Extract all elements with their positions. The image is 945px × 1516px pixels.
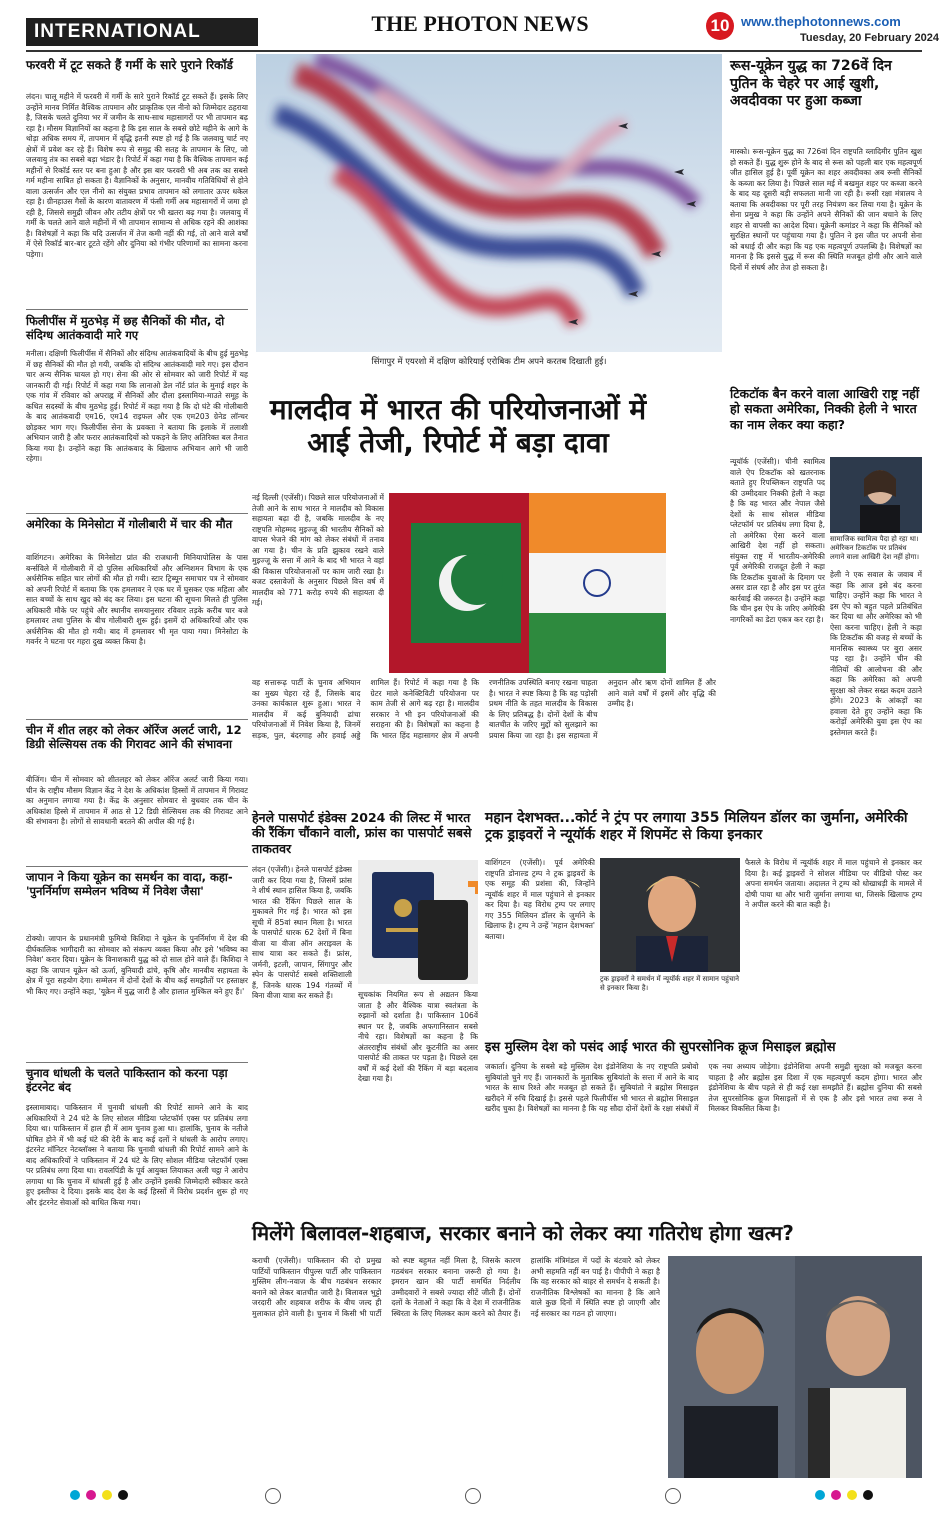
article-body-henley-a: लंदन (एजेंसी)। हेनले पासपोर्ट इंडेक्स जारी कर दिया गया है, जिसमें फ्रांस ने शीर्ष स्थान हासिल किया है, जबकि भारत की रैंकिंग पिछले साल के मुकाबले गिर गई है। भारत को इस सूची में 85वां स्थान मिला है। भारत के पासपोर्ट धारक 62 देशों में बिना वीजा या वीजा ऑन अराइवल के साथ यात्रा कर सकते हैं। फ्रांस, जर्मनी, इटली, जापान, सिंगापुर और स्पेन के पासपोर्ट सबसे शक्तिशाली हैं, जिनके धारक 194 गंतव्यों में बिना वीजा यात्रा कर सकते हैं।: [252, 865, 352, 1000]
article-body-brahmos: जकार्ता। दुनिया के सबसे बड़े मुस्लिम देश इंडोनेशिया के नए राष्ट्रपति प्रबोवो सुबियांतो चुने गए हैं। जानकारों के मुताबिक सुबियांतो के सत्ता में आने के बाद भारत के साथ रिश्ते और मजबूत हो सकते हैं। सुबियांतो ने ब्रह्मोस मिसाइल खरीदने में रुचि दिखाई है। इससे पहले फिलीपींस भी भारत से ब्रह्मोस मिसाइल खरीद चुका है। विशेषज्ञों का मानना है कि यह सौदा दोनों देशों के रक्षा संबंधों में एक नया अध्याय जोड़ेगा। इंडोनेशिया अपनी समुद्री सुरक्षा को मजबूत करना चाहता है और ब्रह्मोस इस दिशा में एक महत्वपूर्ण कदम होगा। भारत और इंडोनेशिया के बीच पहले से ही कई रक्षा समझौते हैं। ब्रह्मोस दुनिया की सबसे तेज सुपरसोनिक क्रूज मिसाइलों में से एक है और इसे भारत तथा रूस ने मिलकर विकसित किया है।: [485, 1062, 922, 1113]
masthead-title: THE PHOTON NEWS: [371, 11, 589, 36]
article-body-trump-a: वाशिंगटन (एजेंसी)। पूर्व अमेरिकी राष्ट्रपति डोनाल्ड ट्रम्प ने ट्रक ड्राइवरों के एक समूह की प्रशंसा की, जिन्होंने न्यूयॉर्क शहर में माल पहुंचाने से इनकार कर दिया है। यह विरोध ट्रम्प पर लगाए गए 355 मिलियन डॉलर के जुर्माने के खिलाफ है। ट्रम्प ने उन्हें 'महान देशभक्त' बताया।: [485, 858, 595, 941]
article-body-haley-right: हेली ने एक सवाल के जवाब में कहा कि आज इसे बंद करना चाहिए। उन्होंने कहा कि भारत ने इस ऐप को बहुत पहले प्रतिबंधित कर दिया था और अमेरिका को भी ऐसा करना चाहिए। हेली ने कहा कि टिकटॉक की वजह से बच्चों के मानसिक स्वास्थ्य पर बुरा असर पड़ रहा है। उन्होंने चीन की नीतियों की आलोचना की और कहा कि अमेरिका को अपनी सुरक्षा को लेकर सख्त कदम उठाने होंगे। 2023 के आंकड़ों का हवाला देते हुए उन्होंने कहा कि करोड़ों अमेरिकी युवा इस ऐप का इस्तेमाल करते हैं।: [830, 570, 922, 737]
header-rule: [26, 50, 922, 52]
main-body-maldives-rest: वह सत्तारूढ़ पार्टी के चुनाव अभियान का मुख्य चेहरा रहे हैं, जिसके बाद उनका कार्यकाल शुरू हुआ। भारत ने मालदीव में कई बुनियादी ढांचा परियोजनाओं में निवेश किया है, जिनमें सड़क, पुल, बंदरगाह और हवाई अड्डे शामिल हैं। रिपोर्ट में कहा गया है कि ग्रेटर माले कनेक्टिविटी परियोजना पर काम तेजी से आगे बढ़ रहा है। मालदीव सरकार ने भी इन परियोजनाओं की सराहना की है। विशेषज्ञों का कहना है कि भारत हिंद महासागर क्षेत्र में अपनी रणनीतिक उपस्थिति बनाए रखना चाहता है। भारत ने स्पष्ट किया है कि वह पड़ोसी प्रथम नीति के तहत मालदीव के विकास के लिए प्रतिबद्ध है। दोनों देशों के बीच बातचीत के जरिए मुद्दों को सुलझाने का प्रयास किया जा रहा है। इस सहायता में अनुदान और ऋण दोनों शामिल हैं और आने वाले वर्षों में इसमें और वृद्धि की उम्मीद है।: [252, 678, 716, 740]
flags-graphic: [389, 493, 666, 673]
registration-dot-cyan: [815, 1490, 825, 1500]
article-body-china-cold: बीजिंग। चीन में सोमवार को शीतलहर को लेकर ऑरेंज अलर्ट जारी किया गया। चीन के राष्ट्रीय मौसम विज्ञान केंद्र ने देश के अधिकांश हिस्सों में तापमान में गिरावट का अनुमान लगाया गया है। केंद्र के अनुसार सोमवार से बुधवार तक चीन के अधिकांश हिस्से में तापमान में आठ से 12 डिग्री सेल्सियस तक की गिरावट आने की संभावना है। लोगों से सावधानी बरतने की अपील की गई है।: [26, 775, 248, 826]
bilawal-shehbaz-photo: [668, 1256, 922, 1478]
india-maldives-flag-photo: [389, 493, 666, 673]
airshow-photo: [256, 54, 722, 352]
divider: [26, 866, 248, 867]
section-tag: INTERNATIONAL: [26, 18, 258, 46]
haley-portrait: [830, 457, 922, 533]
registration-dot-black: [118, 1490, 128, 1500]
passport-graphic: [358, 860, 478, 984]
article-title-china-cold[interactable]: चीन में शीत लहर को लेकर ऑरेंज अलर्ट जारी, 12 डिग्री सेल्सियस तक की गिरावट आने की संभावना: [26, 723, 242, 752]
registration-crosshair: [665, 1488, 681, 1504]
article-title-henley-passport[interactable]: हेनले पासपोर्ट इंडेक्स 2024 की लिस्ट में भारत की रैंकिंग चौंकाने वाली, फ्रांस का पासपोर्ट सबसे ताकतवर: [252, 810, 472, 856]
article-body-haley-left: न्यूयॉर्क (एजेंसी)। चीनी स्वामित्व वाले ऐप टिकटॉक को खतरनाक बताते हुए रिपब्लिकन राष्ट्रपति पद की उम्मीदवार निक्की हेली ने कहा है कि वह भारत और नेपाल जैसे देशों के साथ सोशल मीडिया प्लेटफॉर्म पर प्रतिबंध लगा दिया है, तो अमेरिका ऐसा करने वाला आखिरी देश नहीं हो सकता। संयुक्त राष्ट्र में भारतीय-अमेरिकी पूर्व अमेरिकी राजदूत हेली ने कहा कि टिकटॉक युवाओं के दिमाग पर असर डाल रहा है और इस पर तुरंत कार्रवाई की जरूरत है। उन्होंने कहा कि चीन इस ऐप के जरिए अमेरिकी नागरिकों का डेटा एकत्र कर रहा है।: [730, 457, 825, 624]
politicians-graphic: [668, 1256, 922, 1478]
article-title-trump-fine[interactable]: महान देशभक्त...कोर्ट ने ट्रंप पर लगाया 355 मिलियन डॉलर का जुर्माना, अमेरिकी ट्रक ड्राइवरों ने न्यूयॉर्क शहर में शिपमेंट से किया इनकार: [485, 810, 908, 844]
article-title-brahmos[interactable]: इस मुस्लिम देश को पसंद आई भारत की सुपरसोनिक क्रूज मिसाइल ब्रह्मोस: [485, 1040, 836, 1055]
article-body-heat-records: लंदन। चालू महीने में फरवरी में गर्मी के सारे पुराने रिकॉर्ड टूट सकते हैं। इसके लिए उन्होंने मानव निर्मित वैश्विक तापमान और प्राकृतिक एल नीनो को जिम्मेदार ठहराया है, जिसके चलते दुनिया भर में जमीन के साथ-साथ महासागरों पर भी तापमान बढ़ रहा है। मौसम विज्ञानियों का कहना है कि इस साल के सबसे छोटे महीने के आगे के थोड़ा अधिक समय में, तापमान में वृद्धि इतनी स्पष्ट हो गई है कि जलवायु चार्ट नए क्षेत्रों में प्रवेश कर रहे हैं। विशेष रूप से समुद्र की सतह के तापमान के लिए, जो जलवायु तंत्र का सबसे बड़ा भंडार है। रिपोर्ट में कहा गया है कि वैश्विक तापमान कई महीनों से रिकॉर्ड स्तर पर बना हुआ है और इस बार फरवरी भी अब तक का सबसे गर्म महीना साबित हो सकता है। वैज्ञानिकों के अनुसार, मानवीय गतिविधियों से होने वाला उत्सर्जन और एल नीनो का संयुक्त प्रभाव तापमान को लगातार ऊपर धकेल रहा है। ग्रीनहाउस गैसों के कारण वातावरण में फंसी गर्मी अब महासागरों में जमा हो रही है, जिससे समुद्री जीवन और तटीय क्षेत्रों पर भी खतरा बढ़ गया है। जलवायु में गर्मी के चलते आने वाले महीनों में भी तापमान सामान्य से अधिक रहने की आशंका है। विशेषज्ञों ने कहा कि यदि उत्सर्जन में तेज कमी नहीं की गई, तो आने वाले वर्षों में ऐसे रिकॉर्ड बार-बार टूटते रहेंगे और दुनिया को गंभीर परिणामों का सामना करना पड़ेगा।: [26, 92, 248, 259]
article-title-tiktok-haley[interactable]: टिकटॉक बैन करने वाला आखिरी राष्ट्र नहीं हो सकता अमेरिका, निक्की हेली ने भारत का नाम लेकर क्या कहा?: [730, 386, 920, 432]
article-body-henley-b: सूचकांक नियमित रूप से अद्यतन किया जाता है और वैश्विक यात्रा स्वतंत्रता के रुझानों को दर्शाता है। पाकिस्तान 106वें स्थान पर है, जबकि अफगानिस्तान सबसे नीचे रहा। विशेषज्ञों का कहना है कि अंतरराष्ट्रीय संबंधों और कूटनीति का असर पासपोर्ट की ताकत पर पड़ता है। पिछले दस वर्षों में कई देशों की रैंकिंग में बड़ा बदलाव देखा गया है।: [358, 990, 478, 1083]
article-body-minnesota: वाशिंगटन। अमेरिका के मिनेसोटा प्रांत की राजधानी मिनियापोलिस के पास बर्न्सविले में गोलीबारी में दो पुलिस अधिकारियों और अग्निशमन विभाग के एक अर्धसैनिक सहित चार लोगों की मौत हो गयी। स्टार ट्रिब्यून समाचार पत्र ने सोमवार को अपनी रिपोर्ट में बताया कि एक हमलावर ने एक घर में घुसकर एक महिला और सात बच्चों के साथ खुद को बंद कर लिया। इस घटना की सूचना मिलते ही पुलिस अधिकारी मौके पर पहुंचे और स्थानीय समयानुसार रविवार तड़के करीब चार बजे हमलावर तथा पुलिस के बीच गोलीबारी शुरू हुई। इसमें दो अधिकारियों और एक अर्धसैनिक की मौत हो गयी। बाद में हमलावर भी मृत पाया गया। मिनेसोटा के गवर्नर ने घटना पर गहरा दुख व्यक्त किया है।: [26, 553, 248, 646]
article-title-bilawal[interactable]: मिलेंगे बिलावल-शहबाज, सरकार बनाने को लेकर क्या गतिरोध होगा खत्म?: [252, 1221, 794, 1245]
registration-dot-cyan: [70, 1490, 80, 1500]
registration-dot-yellow: [102, 1490, 112, 1500]
article-body-philippines: मनीला। दक्षिणी फिलीपींस में सैनिकों और संदिग्ध आतंकवादियों के बीच हुई मुठभेड़ में छह सैनिकों की मौत हो गयी, जबकि दो संदिग्ध आतंकवादी मारे गए। इस दौरान चार अन्य सैनिक घायल हो गए। सेना की ओर से सोमवार को जारी रिपोर्ट में यह जानकारी दी गई। रिपोर्ट में कहा गया कि लानाओ डेल नॉर्ट प्रांत के मुनाई शहर के एक गांव में रविवार को अपराह्न में सैनिकों और दौला इस्लामिया-माउते समूह के कथित सदस्यों के बीच मुठभेड़ हुई। रिपोर्ट में कहा गया है कि दो घंटे की गोलीबारी के बाद आतंकवादी एम16, एम14 राइफल और एक एम203 ग्रेनेड लॉन्चर छोड़कर भाग गए। फिलीपींस सेना के प्रवक्ता ने बताया कि इलाके में तलाशी अभियान जारी है और फरार आतंकवादियों को पकड़ने के लिए अतिरिक्त बल तैनात किया गया है। उन्होंने कहा कि आतंकवाद के खिलाफ अभियान आगे भी जारी रहेगा।: [26, 349, 248, 463]
article-title-minnesota[interactable]: अमेरिका के मिनेसोटा में गोलीबारी में चार की मौत: [26, 517, 233, 531]
trump-caption: ट्रक ड्राइवरों ने समर्थन में न्यूयॉर्क शहर में सामान पहुंचाने से इनकार किया है।: [600, 975, 740, 992]
registration-dot-black: [863, 1490, 873, 1500]
masthead: [355, 11, 605, 37]
registration-crosshair: [465, 1488, 481, 1504]
article-body-pakistan-internet: इस्लामाबाद। पाकिस्तान में चुनावी धांधली की रिपोर्ट सामने आने के बाद अधिकारियों ने 24 घंटे के लिए सोशल मीडिया प्लेटफॉर्म एक्स पर प्रतिबंध लगा दिया था। पाकिस्तान में हाल ही में आम चुनाव हुआ था। हालांकि, चुनाव के नतीजे घोषित होने में भी कई घंटे की देरी के बाद कई दलों ने धांधली के आरोप लगाए। इंटरनेट मॉनिटर नेटब्लॉक्स ने बताया कि चुनावी धांधली की रिपोर्ट सामने आने के बाद अधिकारियों ने पाकिस्तान में 24 घंटे के लिए सोशल मीडिया प्लेटफॉर्म एक्स पर प्रतिबंध लगा दिया था। रावलपिंडी के पूर्व आयुक्त लियाकत अली चट्ठा ने आरोप लगाया था कि चुनाव में धांधली हुई है और उन्होंने इसकी जिम्मेदारी स्वीकार करते हुए इस्तीफा दे दिया। इसके बाद देश के कई हिस्सों में विरोध प्रदर्शन शुरू हो गए और इंटरनेट सेवाओं को बाधित किया गया।: [26, 1103, 248, 1207]
article-body-trump-b: फैसले के विरोध में न्यूयॉर्क शहर में माल पहुंचाने से इनकार कर दिया है। कई ड्राइवरों ने सोशल मीडिया पर वीडियो पोस्ट कर अपना समर्थन जताया। अदालत ने ट्रम्प को धोखाधड़ी के मामले में दोषी पाया था और भारी जुर्माना लगाया था, जिसके खिलाफ ट्रम्प ने अपील करने की बात कही है।: [745, 858, 922, 909]
divider: [26, 309, 248, 310]
website-link[interactable]: www.thephotonnews.com: [741, 14, 901, 29]
article-title-philippines[interactable]: फिलीपींस में मुठभेड़ में छह सैनिकों की मौत, दो संदिग्ध आतंकवादी मारे गए: [26, 314, 225, 343]
registration-dot-magenta: [86, 1490, 96, 1500]
article-title-japan-ukraine[interactable]: जापान ने किया यूक्रेन का समर्थन का वादा, कहा- 'पुनर्निर्माण सम्मेलन भविष्य में निवेश जैसा': [26, 870, 233, 899]
registration-dot-magenta: [831, 1490, 841, 1500]
registration-dot-yellow: [847, 1490, 857, 1500]
article-body-bilawal: कराची (एजेंसी)। पाकिस्तान की दो प्रमुख पार्टियों पाकिस्तान पीपुल्स पार्टी और पाकिस्तान मुस्लिम लीग-नवाज के बीच गठबंधन सरकार बनाने को लेकर बातचीत जारी है। बिलावल भुट्टो जरदारी और शहबाज शरीफ के बीच जल्द ही मुलाकात होने वाली है। चुनाव में किसी भी पार्टी को स्पष्ट बहुमत नहीं मिला है, जिसके कारण गठबंधन सरकार बनाना जरूरी हो गया है। इमरान खान की पार्टी समर्थित निर्दलीय उम्मीदवारों ने सबसे ज्यादा सीटें जीती हैं। दोनों दलों के नेताओं ने कहा कि वे देश में राजनीतिक स्थिरता के लिए मिलकर काम करने को तैयार हैं। हालांकि मंत्रिमंडल में पदों के बंटवारे को लेकर अभी सहमति नहीं बन पाई है। पीपीपी ने कहा है कि वह सरकार को बाहर से समर्थन दे सकती है। राजनीतिक विश्लेषकों का मानना है कि आने वाले कुछ दिनों में स्थिति स्पष्ट हो जाएगी और नई सरकार का गठन हो जाएगा।: [252, 1256, 660, 1318]
article-title-heat-records[interactable]: फरवरी में टूट सकते हैं गर्मी के सारे पुराने रिकॉर्ड: [26, 58, 233, 72]
smoke-trails-graphic: [256, 54, 722, 352]
divider: [26, 719, 248, 720]
page-number-badge: 10: [706, 12, 734, 40]
main-body-maldives-left: नई दिल्ली (एजेंसी)। पिछले साल परियोजनाओं में तेजी आने के साथ भारत ने मालदीव को विकास सहायता बढ़ा दी है, जबकि मालदीव के नए राष्ट्रपति मोहम्मद मुइज्जू की भारतीय सैनिकों को वापस भेजने की मांग को लेकर संबंधों में तनाव आ गया है। चीन के प्रति झुकाव रखने वाले मुइज्जू के सत्ता में आने के बाद भी भारत ने वहां की विकास परियोजनाओं पर काम जारी रखा है। बजट दस्तावेजों के अनुसार पिछले वित्त वर्ष में मालदीव को 771 करोड़ रुपये की सहायता दी गई।: [252, 493, 384, 607]
passport-photo: [358, 860, 478, 984]
haley-photo: [830, 457, 922, 533]
trump-portrait: [600, 858, 740, 972]
main-headline-maldives[interactable]: मालदीव में भारत की परियोजनाओं में आई तेजी, रिपोर्ट में बड़ा दावा: [269, 393, 647, 460]
registration-crosshair: [265, 1488, 281, 1504]
haley-caption: सामाजिक स्वामित्व पैदा हो रहा था। अमेरिकन टिकटॉक पर प्रतिबंध लगाने वाला आखिरी देश नहीं होगा।: [830, 535, 919, 561]
article-title-pakistan-internet[interactable]: चुनाव धांधली के चलते पाकिस्तान को करना पड़ा इंटरनेट बंद: [26, 1066, 228, 1095]
article-body-russia-ukraine: मास्को। रूस-यूक्रेन युद्ध का 726वां दिन राष्ट्रपति व्लादिमीर पुतिन खुश हो सकते हैं। युद्ध शुरू होने के बाद से रूस को पहली बार एक महत्वपूर्ण जीत हासिल हुई है। पूर्वी यूक्रेन का शहर अवदीवका अब रूसी सैनिकों के कब्जा कर लिया है। पिछले साल मई में बखमुत शहर पर कब्जा करने के बाद यह दूसरी बड़ी सफलता मानी जा रही है। रूसी रक्षा मंत्रालय ने बताया कि अवदीवका पर पूरी तरह नियंत्रण कर लिया गया है। यूक्रेन के सेना प्रमुख ने कहा कि उन्होंने अपने सैनिकों की जान बचाने के लिए शहर से वापसी का आदेश दिया। यूक्रेनी कमांडर ने कहा कि सैनिकों को सुरक्षित स्थानों पर पहुंचाया गया है। पुतिन ने इस जीत पर अपनी सेना को बधाई दी और कहा कि यह एक महत्वपूर्ण उपलब्धि है। विशेषज्ञों का मानना है कि इससे युद्ध में रूस की स्थिति मजबूत होगी और आने वाले दिनों में संघर्ष और तेज हो सकता है।: [730, 147, 922, 272]
article-body-japan-ukraine: टोक्यो। जापान के प्रधानमंत्री फुमियो किशिदा ने यूक्रेन के पुनर्निर्माण में देश की दीर्घकालिक भागीदारी का सोमवार को संकल्प व्यक्त किया और इसे 'भविष्य का निवेश' करार दिया। यूक्रेन के विनाशकारी युद्ध को दो साल होने वाले हैं। किशिदा ने कहा कि जापान यूक्रेन को ऊर्जा, बुनियादी ढांचे, कृषि और मानवीय सहायता के क्षेत्र में पूरा सहयोग देगा। सम्मेलन में दोनों देशों के बीच कई समझौतों पर हस्ताक्षर भी किए गए। उन्होंने कहा, 'यूक्रेन में युद्ध जारी है और हालात मुश्किल बने हुए हैं।': [26, 934, 248, 996]
issue-date: Tuesday, 20 February 2024: [800, 32, 939, 44]
divider: [26, 1062, 248, 1063]
divider: [26, 513, 248, 514]
article-title-russia-ukraine[interactable]: रूस-यूक्रेन युद्ध का 726वें दिन पुतिन के चेहरे पर आई खुशी, अवदीवका पर हुआ कब्जा: [730, 58, 892, 109]
airshow-caption: सिंगापुर में एयरशो में दक्षिण कोरियाई एरोबिक टीम अपने करतब दिखाती हुई।: [371, 357, 607, 367]
trump-photo: [600, 858, 740, 972]
